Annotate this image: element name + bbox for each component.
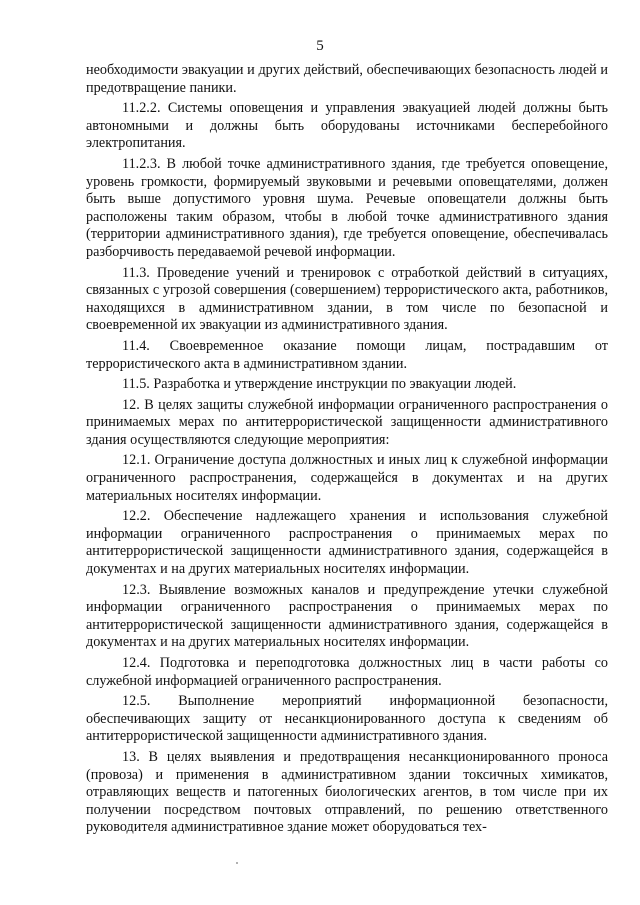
paragraph: 12.3. Выявление возможных каналов и предупреждение утечки служебной информации ограниченного распространения о принимаемых мерах по антитеррористической защищенности административного здания, содержащейся в документах и на других материальных носителях информации.	[86, 581, 608, 651]
scan-speck	[236, 862, 238, 864]
document-body	[86, 62, 608, 840]
paragraph: 11.3. Проведение учений и тренировок с отработкой действий в ситуациях, связанных с угрозой совершения (совершением) террористического акта, работников, находящихся в административном здании, в том числе по безопасной и своевременной их эвакуации из административного здания.	[86, 264, 608, 334]
paragraph: необходимости эвакуации и других действий, обеспечивающих безопасность людей и предотвращение паники.	[86, 62, 608, 96]
paragraph: 11.2.2. Системы оповещения и управления эвакуацией людей должны быть автономными и должны быть оборудованы источниками бесперебойного электропитания.	[86, 100, 608, 152]
paragraph: 13. В целях выявления и предотвращения несанкционированного проноса (провоза) и применения в административном здании токсичных химикатов, отравляющих веществ и патогенных биологических агентов, в том числе при их получении посредством почтовых отправлений, по решению ответственного руководителя административное здание может оборудоваться тех-	[86, 748, 608, 836]
paragraph: 12.1. Ограничение доступа должностных и иных лиц к служебной информации ограниченного распространения, содержащейся в документах и на других материальных носителях информации.	[86, 452, 608, 504]
paragraph: 11.5. Разработка и утверждение инструкции по эвакуации людей.	[122, 376, 517, 393]
paragraph: 12.5. Выполнение мероприятий информационной безопасности, обеспечивающих защиту от несанкционированного доступа к сведениям об антитеррористической защищенности административного здания.	[86, 693, 608, 745]
paragraph: 12.4. Подготовка и переподготовка должностных лиц в части работы со служебной информацией ограниченного распространения.	[86, 655, 608, 689]
paragraph: 12. В целях защиты служебной информации ограниченного распространения о принимаемых мерах по антитеррористической защищенности административного здания осуществляются следующие мероприятия:	[86, 396, 608, 448]
paragraph: 12.2. Обеспечение надлежащего хранения и использования служебной информации ограниченного распространения о принимаемых мерах по антитеррористической защищенности административного здания, содержащейся в документах и на других материальных носителях информации.	[86, 508, 608, 578]
paragraph: 11.4. Своевременное оказание помощи лицам, пострадавшим от террористического акта в административном здании.	[86, 337, 608, 372]
paragraph: 11.2.3. В любой точке административного здания, где требуется оповещение, уровень громкости, формируемый звуковыми и речевыми оповещателями, должен быть выше допустимого уровня шума. Речевые оповещатели должны быть расположены таким образом, чтобы в любой точке административного здания (территории административного здания), где требуется оповещение, обеспечивалась разборчивость передаваемой речевой информации.	[86, 155, 608, 260]
page-number: 5	[316, 38, 324, 54]
